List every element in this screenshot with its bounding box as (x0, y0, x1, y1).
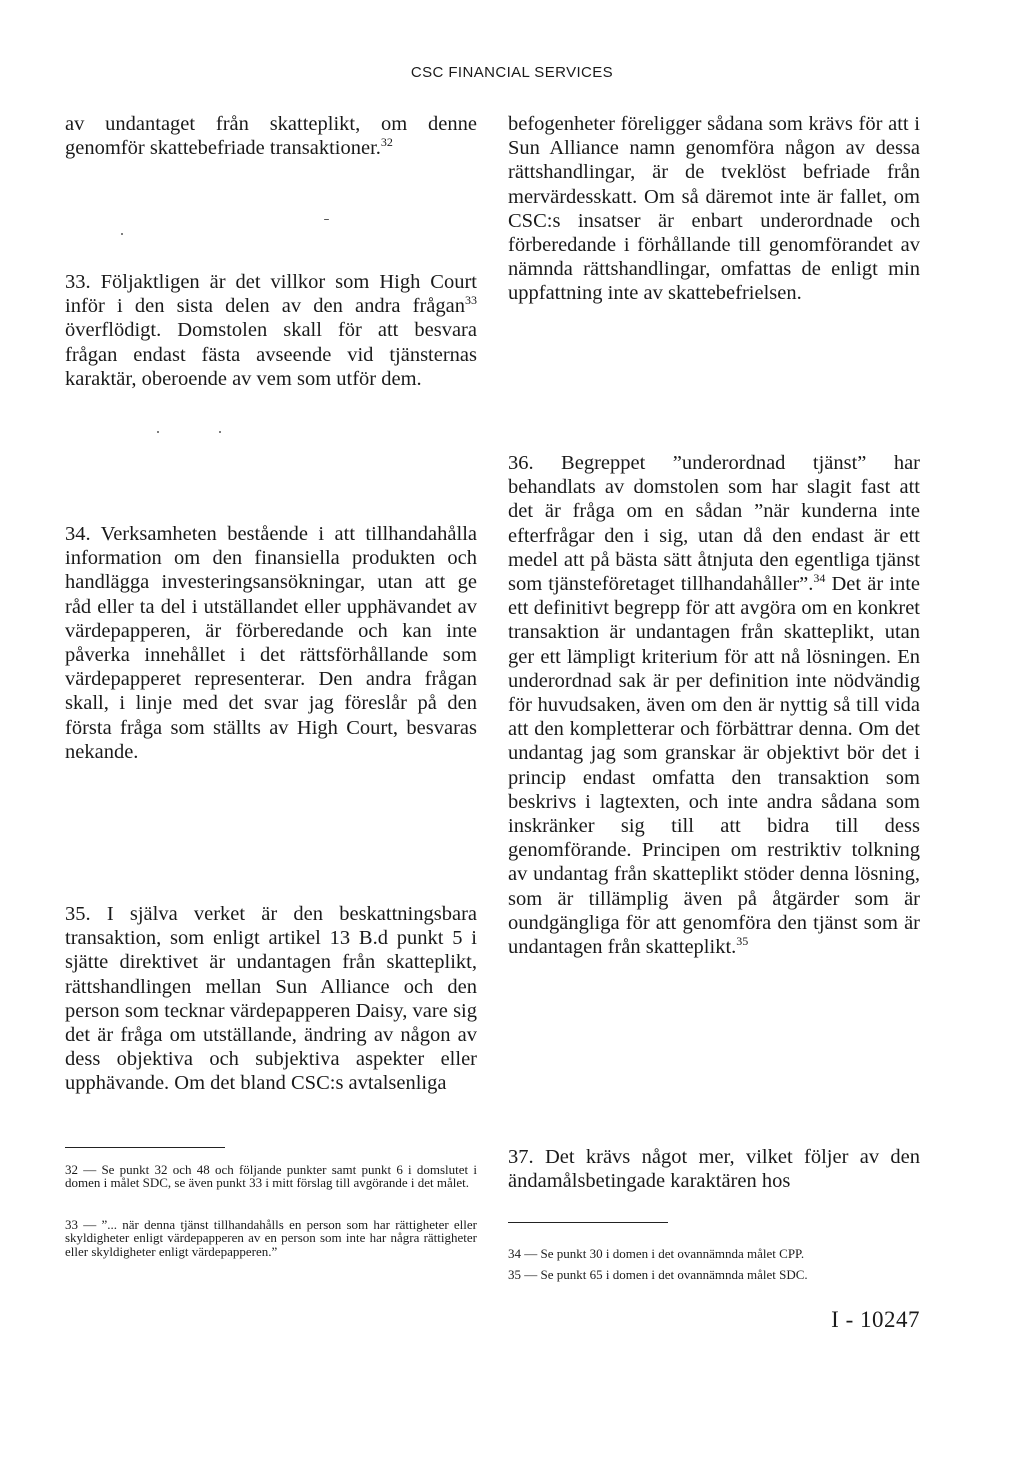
paragraph-37: 37. Det krävs något mer, vilket följer av den ändamålsbetingade karaktären hos (508, 1146, 920, 1193)
intro-paragraph (65, 112, 477, 160)
scan-speck (157, 431, 159, 433)
footnote-34 (508, 1247, 920, 1260)
continuation-paragraph: befogenheter föreligger sådana som krävs för att i Sun Alliance namn genomföra någon av dessa rättshandlingar, är de tveklöst befriade från mervärdesskatt. Om så däremot inte är fallet, om CSC:s insatser är enbart underordnade och förberedande i förhållande till genomförandet av nämnda rättshandlingar, omfattas de enligt min uppfattning inte av skattebefrielsen. (508, 113, 920, 305)
paragraph-36 (508, 451, 920, 959)
footnote-34-label: 34 — (508, 1246, 541, 1261)
paragraph-33-text-b: överflödigt. Domstolen skall för att besvara frågan endast fästa avseende vid tjänsternas karaktär, oberoende av vem som utför dem. (65, 319, 477, 390)
footnote-33-text: ”... när denna tjänst tillhandahålls en person som har rättigheter eller skyldigheter enligt värdepapperen av en person som inte har några rättigheter eller skyldigheter enligt värdepapperen.” (65, 1217, 478, 1259)
page-number: I - 10247 (831, 1307, 920, 1332)
scan-speck (324, 219, 329, 220)
paragraph-36-text-b: Det är inte ett definitivt begrepp för att avgöra om en konkret transaktion är undantagen från skatteplikt, utan ger ett lämpligt kriterium för att nå lösningen. En underordnad sak är per definition inte nödvändig för huvudsaken, även om den är nyttig så till vida att den kompletterar och förbättrar denna. Om det undantag jag som granskar är objektivt bör det i princip endast omfatta den transaktion som beskrivs i lagtexten, och inte andra sådana som inskränker sig till att bidra till dess genomförande. Principen om restriktiv tolkning av undantag från skatteplikt stöder denna lösning, som är tillämplig även på åtgärder som är oundgängliga för att genomföra den tjänst som är undantagen från skatteplikt. (508, 573, 921, 959)
footnote-ref-35[interactable]: 35 (736, 934, 749, 949)
paragraph-35: 35. I själva verket är den beskattningsbara transaktion, som enligt artikel 13 B.d punkt 5 i sjätte direktivet är undantagen från skatteplikt, rättshandlingen mellan Sun Alliance och den person som tecknar värdepapperen Daisy, vare sig det är fråga om utställande, ändring av någon av dess objektiva och subjektiva aspekter eller upphävande. Om det bland CSC:s avtalsenliga (65, 903, 477, 1095)
footnote-32-label: 32 — (65, 1162, 102, 1177)
footnote-33-label: 33 — (65, 1217, 102, 1232)
footnote-separator-left (65, 1147, 225, 1148)
paragraph-36-text-a: 36. Begreppet ”underordnad tjänst” har behandlats av domstolen som har slagit fast att det är fråga om en sådan ”när kunderna inte efterfrågar den i sig, utan då den endast är ett medel att på bästa sätt åtnjuta den egentliga tjänst som tjänsteföretaget tillhandahåller”. (508, 452, 920, 596)
footnote-35-text: Se punkt 65 i domen i det ovannämnda målet SDC. (540, 1267, 808, 1282)
paragraph-34: 34. Verksamheten bestående i att tillhandahålla information om den finansiella produkten och handlägga investeringsansökningar, utan att ge råd eller ta del i utställandet eller upphävandet av värdepapperen, är förberedande och kan inte påverka innehållet i det rättsförhållande som värdepapperet representerar. Den andra frågan skall, i linje med det svar jag föreslår på den första fråga som ställts av High Court, besvaras nekande. (65, 523, 477, 763)
footnote-35-label: 35 — (508, 1267, 541, 1282)
footnote-separator-right (508, 1222, 668, 1223)
footnote-ref-34[interactable]: 34 (813, 571, 826, 586)
intro-text: av undantaget från skatteplikt, om denne genomför skattebefriade transaktioner. (65, 113, 477, 160)
left-column (65, 0, 477, 1468)
scan-speck (121, 233, 123, 235)
footnote-34-text: Se punkt 30 i domen i det ovannämnda målet CPP. (540, 1246, 805, 1261)
footnote-32-text: Se punkt 32 och 48 och följande punkter samt punkt 6 i domslutet i domen i målet SDC, se även punkt 33 i mitt förslag till avgörande i det målet. (65, 1162, 477, 1191)
footnote-33 (65, 1218, 477, 1258)
scan-speck (219, 431, 221, 433)
paragraph-33-text-a: 33. Följaktligen är det villkor som High Court inför i den sista delen av den andra frågan (65, 271, 477, 318)
right-column (508, 0, 920, 1468)
paragraph-33 (65, 270, 477, 391)
footnote-32 (65, 1163, 477, 1190)
footnote-35 (508, 1268, 920, 1281)
footnote-ref-32[interactable]: 32 (380, 135, 393, 150)
footnote-ref-33[interactable]: 33 (465, 293, 477, 308)
running-header: CSC FINANCIAL SERVICES (410, 64, 614, 81)
